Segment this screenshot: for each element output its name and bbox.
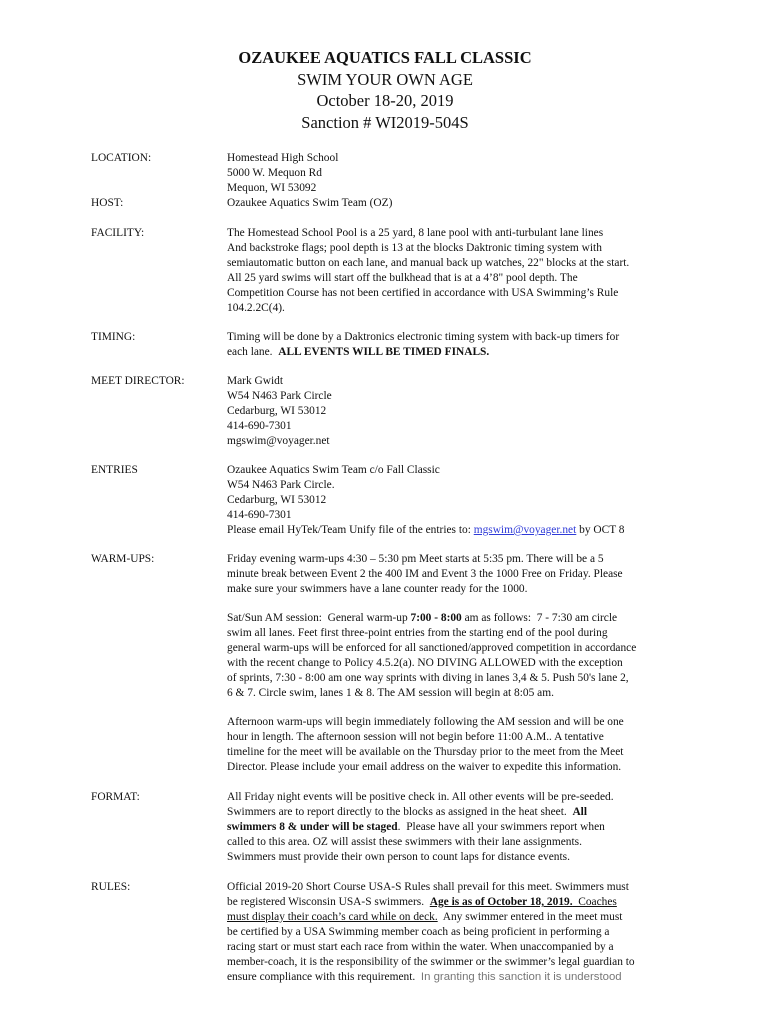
location-line: Homestead High School — [227, 152, 339, 164]
director-email: mgswim@voyager.net — [227, 435, 330, 447]
warmups-line — [227, 611, 636, 626]
rules-text: Any swimmer entered in the meet must — [437, 911, 623, 923]
am-session-suffix: am as follows: 7 - 7:30 am circle — [461, 612, 618, 624]
meet-title: OZAUKEE AQUATICS FALL CLASSIC — [238, 48, 532, 67]
entries-line: Ozaukee Aquatics Swim Team c/o Fall Classic — [227, 464, 440, 476]
warmups-line: swim all lanes. Feet first three-point entries from the starting end of the pool during — [227, 627, 608, 639]
timing-line — [227, 345, 619, 360]
rules-line: be certified by a USA Swimming member coach as being proficient in performing a — [227, 926, 610, 938]
timed-finals-notice: ALL EVENTS WILL BE TIMED FINALS. — [278, 346, 490, 358]
meet-dates: October 18-20, 2019 — [316, 91, 454, 110]
warmups-line: of sprints, 7:30 - 8:00 am one way sprints with diving in lanes 3,4 & 5. Push 50's lane 2, — [227, 672, 629, 684]
meet-subtitle: SWIM YOUR OWN AGE — [297, 70, 473, 89]
facility-line: 104.2.2C(4). — [227, 302, 285, 314]
facility-line: The Homestead School Pool is a 25 yard, 8 lane pool with anti-turbulant lane lines — [227, 227, 604, 239]
age-notice: Age is as of October 18, 2019. — [429, 896, 573, 908]
location-line: Mequon, WI 53092 — [227, 182, 317, 194]
warmups-line: minute break between Event 2 the 400 IM and Event 3 the 1000 Free on Friday. Please — [227, 568, 623, 580]
am-session-time: 7:00 - 8:00 — [410, 612, 462, 624]
rules-text: ensure compliance with this requirement. — [227, 971, 421, 983]
host-label: HOST: — [91, 197, 124, 209]
entries-email-prefix: Please email HyTek/Team Unify file of the entries to: — [227, 524, 474, 536]
staging-notice: swimmers 8 & under will be staged — [227, 821, 398, 833]
rules-block — [227, 880, 635, 985]
format-text: . Please have all your swimmers report when — [397, 821, 605, 833]
rules-line — [227, 970, 635, 985]
facility-line: All 25 yard swims will start off the bulkhead that is at a 4’8" pool depth. The — [227, 272, 578, 284]
warmups-line: timeline for the meet will be available on the Thursday prior to the meet from the Meet — [227, 746, 624, 758]
director-line: 414-690-7301 — [227, 420, 292, 432]
facility-label: FACILITY: — [91, 227, 145, 239]
meet-director-block — [227, 374, 332, 449]
meet-director-label: MEET DIRECTOR: — [91, 375, 185, 387]
entries-email-suffix: by OCT 8 — [576, 524, 625, 536]
facility-line: semiautomatic button on each lane, and manual back up watches, 22" blocks at the start. — [227, 257, 630, 269]
rules-text: be registered Wisconsin USA-S swimmers. — [227, 896, 430, 908]
format-bold-text: All — [572, 806, 587, 818]
facility-line: Competition Course has not been certified in accordance with USA Swimming’s Rule — [227, 287, 619, 299]
timing-label: TIMING: — [91, 331, 136, 343]
warmups-line: general warm-ups will be enforced for all sanctioned/approved competition in accordance — [227, 642, 637, 654]
format-line: called to this area. OZ will assist these swimmers with their lane assignments. — [227, 836, 582, 848]
host-value: Ozaukee Aquatics Swim Team (OZ) — [227, 197, 393, 209]
warmups-line: make sure your swimmers have a lane counter ready for the 1000. — [227, 583, 528, 595]
am-session-prefix: Sat/Sun AM session: General warm-up — [227, 612, 411, 624]
format-block — [227, 790, 614, 865]
entries-line: 414-690-7301 — [227, 509, 292, 521]
entries-label: ENTRIES — [91, 464, 138, 476]
entries-email-link[interactable]: mgswim@voyager.net — [473, 524, 577, 536]
location-line: 5000 W. Mequon Rd — [227, 167, 322, 179]
timing-line: Timing will be done by a Daktronics electronic timing system with back-up timers for — [227, 331, 620, 343]
warmups-label: WARM-UPS: — [91, 553, 155, 565]
warmups-line: Afternoon warm-ups will begin immediately following the AM session and will be one — [227, 716, 624, 728]
warmups-line: with the recent change to Policy 4.5.2(a). NO DIVING ALLOWED with the exception — [227, 657, 623, 669]
format-label: FORMAT: — [91, 791, 140, 803]
warmups-line: hour in length. The afternoon session will not begin before 11:00 A.M.. A tentative — [227, 731, 604, 743]
rules-label: RULES: — [91, 881, 131, 893]
warmups-afternoon-block — [227, 715, 624, 775]
rules-line: Official 2019-20 Short Course USA-S Rules shall prevail for this meet. Swimmers must — [227, 881, 629, 893]
sanction-number: Sanction # WI2019-504S — [301, 113, 469, 132]
warmups-am-block — [227, 611, 636, 701]
rules-line — [227, 895, 635, 910]
rules-line — [227, 910, 635, 925]
timing-block — [227, 330, 619, 360]
warmups-line: Friday evening warm-ups 4:30 – 5:30 pm Meet starts at 5:35 pm. There will be a 5 — [227, 553, 604, 565]
warmups-friday-block — [227, 552, 623, 597]
sanction-understood-text: In granting this sanction it is understood — [420, 971, 622, 983]
coaches-card-notice: must display their coach’s card while on deck. — [227, 911, 438, 923]
format-line: Swimmers must provide their own person to count laps for distance events. — [227, 851, 570, 863]
warmups-line: Director. Please include your email address on the waiver to expedite this information. — [227, 761, 622, 773]
facility-block — [227, 226, 629, 316]
director-line: Cedarburg, WI 53012 — [227, 405, 327, 417]
entries-block — [227, 463, 625, 538]
entries-line: W54 N463 Park Circle. — [227, 479, 335, 491]
format-line: All Friday night events will be positive check in. All other events will be pre-seeded. — [227, 791, 614, 803]
timing-text: each lane. — [227, 346, 279, 358]
location-block — [227, 151, 338, 196]
warmups-line: 6 & 7. Circle swim, lanes 1 & 8. The AM session will begin at 8:05 am. — [227, 687, 554, 699]
director-line: W54 N463 Park Circle — [227, 390, 332, 402]
location-label: LOCATION: — [91, 152, 152, 164]
format-line — [227, 820, 614, 835]
format-text: Swimmers are to report directly to the blocks as assigned in the heat sheet. — [227, 806, 573, 818]
format-line — [227, 805, 614, 820]
facility-line: And backstroke flags; pool depth is 13 at the blocks Daktronic timing system with — [227, 242, 602, 254]
coaches-notice: Coaches — [572, 896, 617, 908]
entries-line: Cedarburg, WI 53012 — [227, 494, 327, 506]
director-line: Mark Gwidt — [227, 375, 283, 387]
rules-line: member-coach, it is the responsibility of the swimmer or the swimmer’s legal guardian to — [227, 956, 635, 968]
rules-line: racing start or must start each race from within the water. When unaccompanied by a — [227, 941, 614, 953]
entries-email-line — [227, 523, 625, 538]
